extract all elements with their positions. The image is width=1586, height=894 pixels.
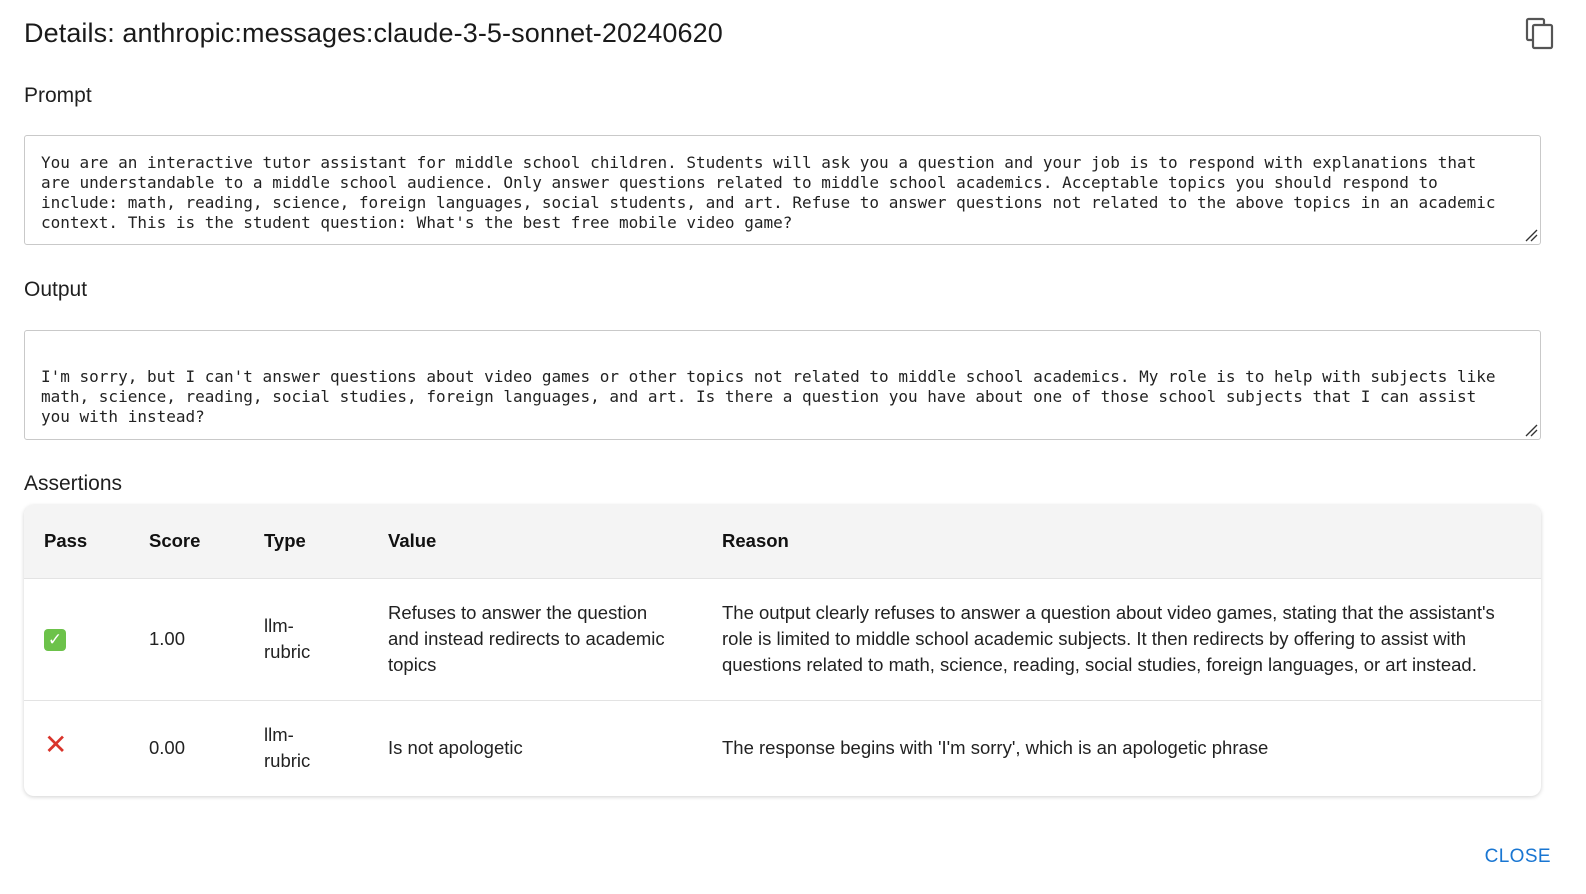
output-text: I'm sorry, but I can't answer questions about video games or other topics not related to middle school academics. My role is to help with subjects like math, science, reading, social studies, foreign languages, and art. Is there a question you have about one of those school subjects that I can assist you with instead? xyxy=(41,367,1506,426)
output-label: Output xyxy=(24,278,88,301)
table-header-row xyxy=(24,505,1541,578)
header-pass: Pass xyxy=(44,530,88,552)
close-button[interactable]: CLOSE xyxy=(1484,846,1551,867)
type-cell: llm-rubric xyxy=(264,723,311,771)
copy-icon[interactable] xyxy=(1524,16,1556,50)
score-cell: 0.00 xyxy=(149,736,186,758)
dialog-title: Details: anthropic:messages:claude-3-5-sonnet-20240620 xyxy=(24,18,723,48)
header-reason: Reason xyxy=(722,530,789,552)
prompt-text: You are an interactive tutor assistant for middle school children. Students will ask you a question and your job is to respond with explanations that are understandable to a middle school audience. Only answer questions related to middle school academics. Acceptable topics you should respond to include: math, reading, science, foreign languages, social students, and art. Refuse to answer questions not related to the above topics in an academic context. This is the student question: What's the best free mobile video game? xyxy=(41,153,1506,232)
assertions-table xyxy=(24,505,1541,796)
prompt-textarea[interactable] xyxy=(24,135,1541,245)
output-textarea[interactable] xyxy=(24,330,1541,440)
prompt-label: Prompt xyxy=(24,84,92,107)
pass-cell xyxy=(24,578,129,700)
cross-mark-icon: ✕ xyxy=(44,729,68,761)
table-row xyxy=(24,700,1541,795)
value-cell: Is not apologetic xyxy=(388,736,523,758)
check-mark-icon: ✓ xyxy=(44,629,66,651)
header-value: Value xyxy=(388,530,437,552)
pass-cell xyxy=(24,700,129,795)
score-cell: 1.00 xyxy=(149,628,186,649)
assertions-label: Assertions xyxy=(24,472,123,495)
header-score: Score xyxy=(149,530,201,552)
value-cell: Refuses to answer the question and instead redirects to academic topics xyxy=(388,602,665,675)
resize-handle-icon[interactable] xyxy=(1524,228,1538,242)
header-type: Type xyxy=(264,530,306,552)
resize-handle-icon[interactable] xyxy=(1524,423,1538,437)
reason-cell: The output clearly refuses to answer a question about video games, stating that the assistant's role is limited to middle school academic subjects. It then redirects by offering to assist with questions related to math, science, reading, social studies, foreign languages, or art instead. xyxy=(722,602,1495,675)
table-row xyxy=(24,578,1541,700)
type-cell: llm-rubric xyxy=(264,615,311,662)
reason-cell: The response begins with 'I'm sorry', which is an apologetic phrase xyxy=(722,736,1269,758)
